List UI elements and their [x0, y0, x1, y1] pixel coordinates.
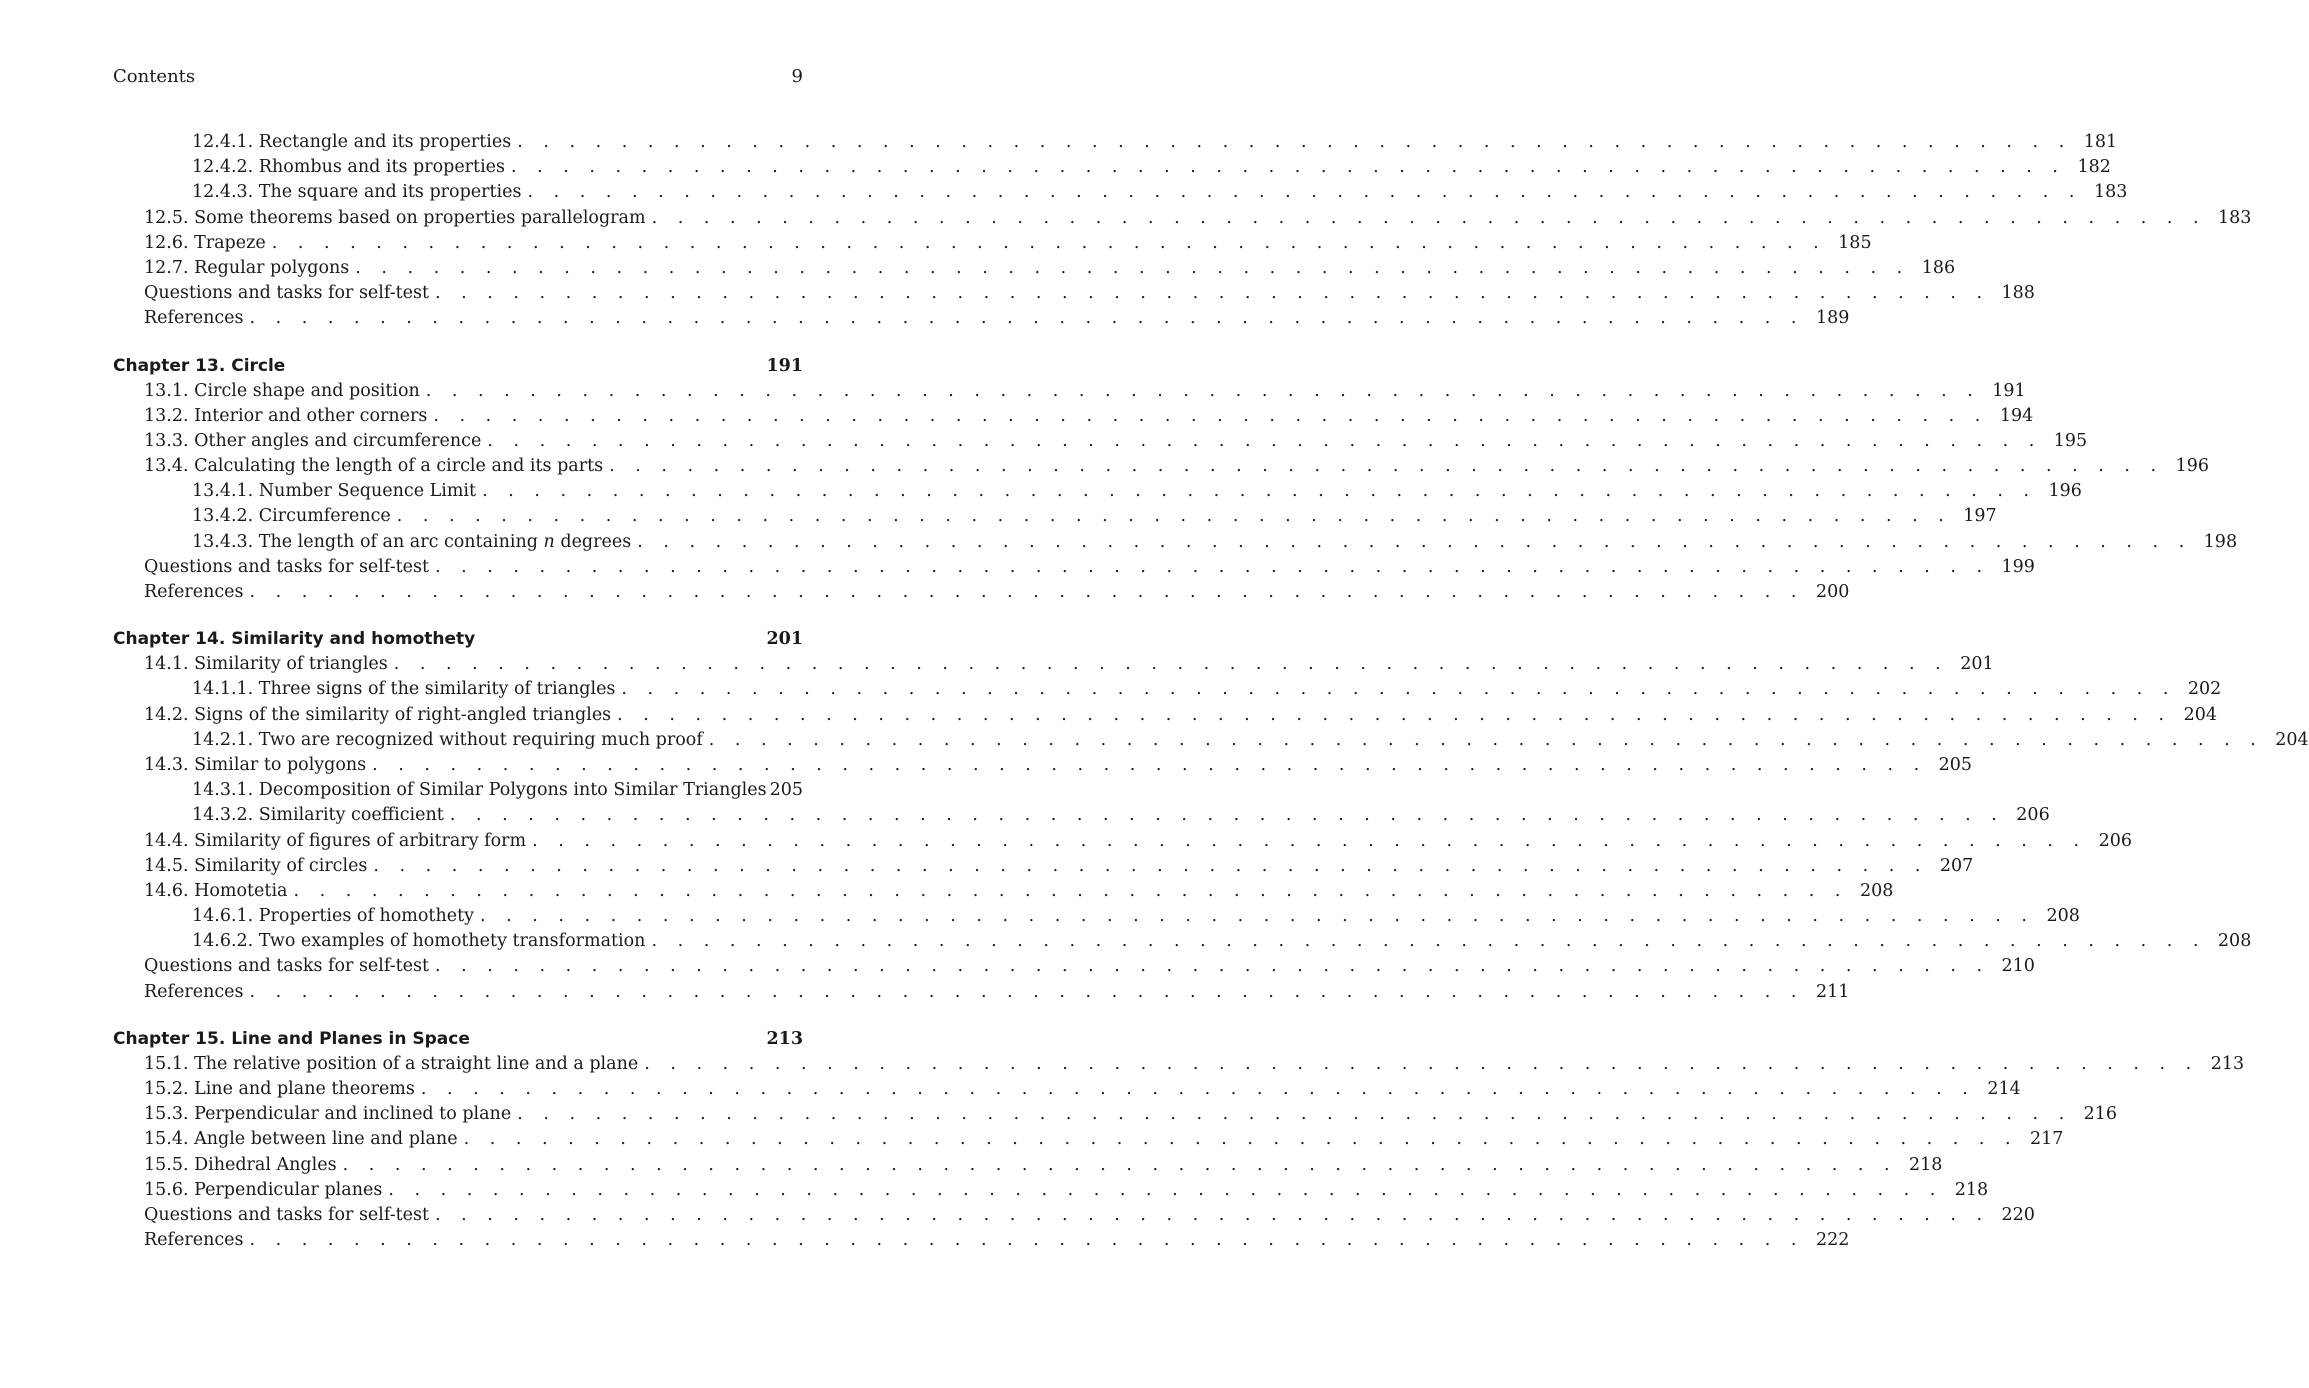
dot-leader: . . . . . . . . . . . . . . . . . . . . . . . . . . . . . . . . . . . . . . . . . . . . . . . . . . . . . . . . . . . . [342, 1154, 1898, 1175]
toc-section-entry[interactable] [113, 1077, 2021, 1102]
page-number: 9 [791, 66, 803, 87]
toc-section-entry[interactable] [113, 555, 2035, 580]
entry-page-number: 201 [1960, 654, 1994, 675]
entry-page-number: 206 [2016, 805, 2050, 826]
dot-leader: . . . . . . . . . . . . . . . . . . . . . . . . . . . . . . . . . . . . . . . . . . . . . . . . . . . . . . . . . . . . [487, 430, 2042, 451]
entry-title: 14.4. Similarity of figures of arbitrary form [144, 830, 527, 851]
entry-page-number: 191 [1992, 380, 2026, 401]
entry-page-number: 182 [2077, 157, 2111, 178]
toc-section-entry[interactable] [113, 703, 2218, 728]
entry-title: 13.4.1. Number Sequence Limit [192, 481, 477, 502]
entry-title: 12.4.3. The square and its properties [192, 182, 522, 203]
entry-title: 14.2. Signs of the similarity of right-angled triangles [144, 704, 612, 725]
dot-leader: . . . . . . . . . . . . . . . . . . . . . . . . . . . . . . . . . . . . . . . . . . . . . . . . . . . . . . . . . . . . [644, 1053, 2199, 1074]
dot-leader: . . . . . . . . . . . . . . . . . . . . . . . . . . . . . . . . . . . . . . . . . . . . . . . . . . . . . . . . . . . . [420, 1079, 1976, 1099]
dot-leader: . . . . . . . . . . . . . . . . . . . . . . . . . . . . . . . . . . . . . . . . . . . . . . . . . . . . . . . . . . . . [372, 754, 1927, 775]
entry-page-number: 208 [2217, 931, 2252, 952]
toc-subsection-entry[interactable] [113, 677, 2222, 702]
chapter-page-number: 191 [766, 355, 803, 376]
toc-section-entry[interactable] [113, 1102, 2118, 1127]
dot-leader: . . . . . . . . . . . . . . . . . . . . . . . . . . . . . . . . . . . . . . . . . . . . . . . . . . . . . . . . . . . . [617, 704, 2172, 725]
entry-page-number: 196 [2175, 456, 2209, 477]
toc-subsection-entry[interactable] [113, 803, 2050, 828]
entry-title: 14.1.1. Three signs of the similarity of triangles [192, 679, 616, 700]
dot-leader: . . . . . . . . . . . . . . . . . . . . . . . . . . . . . . . . . . . . . . . . . . . . . . . . . . . . . . . . . . . . [651, 207, 2207, 228]
toc-subsection-entry[interactable] [113, 904, 2080, 929]
toc-subsection-entry[interactable] [113, 778, 803, 803]
entry-page-number: 216 [2083, 1104, 2118, 1125]
toc-subsection-entry[interactable] [113, 504, 1997, 529]
entry-title: References [144, 308, 244, 329]
entry-title: 12.6. Trapeze [144, 232, 266, 253]
toc-subsection-entry[interactable] [113, 130, 2118, 155]
entry-page-number: 199 [2001, 556, 2035, 577]
dot-leader: . . . . . . . . . . . . . . . . . . . . . . . . . . . . . . . . . . . . . . . . . . . . . . . . . . . . . . . . . . . . [433, 405, 1988, 426]
toc-section-entry[interactable] [113, 1127, 2064, 1152]
dot-leader: . . . . . . . . . . . . . . . . . . . . . . . . . . . . . . . . . . . . . . . . . . . . . . . . . . . . . . . . . . . . [517, 132, 2072, 152]
toc-subsection-entry[interactable] [113, 479, 2082, 504]
entry-title-part: 13.4.3. The length of an arc containing [192, 531, 544, 552]
entry-page-number: 208 [1859, 880, 1894, 901]
table-of-contents [113, 130, 2309, 1253]
dot-leader: . . . . . . . . . . . . . . . . . . . . . . . . . . . . . . . . . . . . . . . . . . . . . . . . . . . . . . . . . . . . [651, 931, 2206, 952]
entry-title: 12.4.1. Rectangle and its properties [192, 132, 512, 152]
entry-title: 12.4.2. Rhombus and its properties [192, 157, 506, 178]
chapter-heading[interactable] [113, 626, 803, 652]
entry-page-number: 181 [2083, 132, 2118, 152]
entry-page-number: 195 [2053, 430, 2088, 451]
dot-leader: . . . . . . . . . . . . . . . . . . . . . . . . . . . . . . . . . . . . . . . . . . . . . . . . . . . . . . . . . . . . [532, 830, 2087, 851]
toc-section-entry[interactable] [113, 454, 2209, 479]
toc-section-entry[interactable] [113, 404, 2034, 429]
dot-leader: . . . . . . . . . . . . . . . . . . . . . . . . . . . . . . . . . . . . . . . . . . . . . . . . . . . . . . . . . . . . [393, 654, 1949, 675]
chapter-page-number: 213 [766, 1028, 803, 1049]
dot-leader: . . . . . . . . . . . . . . . . . . . . . . . . . . . . . . . . . . . . . . . . . . . . . . . . . . . . . . . . . . . . [480, 906, 2035, 927]
entry-title: References [144, 1230, 244, 1251]
entry-title: Questions and tasks for self-test [144, 556, 430, 577]
entry-title: 13.4.2. Circumference [192, 506, 391, 527]
entry-title: 14.3.1. Decomposition of Similar Polygons into Similar Triangles [192, 780, 767, 801]
toc-section-entry[interactable] [113, 1052, 2245, 1077]
entry-title: 14.1. Similarity of triangles [144, 654, 388, 675]
dot-leader: . . . . . . . . . . . . . . . . . . . . . . . . . . . . . . . . . . . . . . . . . . . . . . . . . . . . . . . . . . . . [388, 1179, 1943, 1200]
entry-page-number: 188 [2001, 283, 2035, 304]
entry-page-number: 217 [2030, 1129, 2064, 1150]
entry-page-number: 213 [2210, 1053, 2245, 1074]
entry-title: 12.5. Some theorems based on properties parallelogram [144, 207, 646, 228]
entry-page-number: 197 [1963, 506, 1997, 527]
toc-section-entry[interactable] [113, 306, 1850, 331]
toc-section-entry[interactable] [113, 854, 1974, 879]
entry-page-number: 194 [1999, 405, 2034, 426]
entry-page-number: 204 [2275, 729, 2309, 750]
toc-section-entry[interactable] [113, 580, 1850, 605]
dot-leader: . . . . . . . . . . . . . . . . . . . . . . . . . . . . . . . . . . . . . . . . . . . . . . . . . . . . . . . . . . . . [517, 1104, 2072, 1125]
entry-page-number: 186 [1921, 257, 1956, 278]
entry-title: Questions and tasks for self-test [144, 283, 430, 304]
page-header [113, 66, 803, 87]
dot-leader: . . . . . . . . . . . . . . . . . . . . . . . . . . . . . . . . . . . . . . . . . . . . . . . . . . . . . . . . . . . . [249, 1230, 1804, 1251]
dot-leader: . . . . . . . . . . . . . . . . . . . . . . . . . . . . . . . . . . . . . . . . . . . . . . . . . . . . . . . . . . . . [463, 1129, 2019, 1150]
entry-title: 15.1. The relative position of a straight line and a plane [144, 1053, 639, 1074]
toc-section-entry[interactable] [113, 231, 1872, 256]
entry-title: 14.3. Similar to polygons [144, 754, 367, 775]
entry-page-number: 214 [1987, 1079, 2021, 1099]
toc-section-entry[interactable] [113, 1153, 1943, 1178]
entry-page-number: 198 [2203, 531, 2238, 552]
toc-section-entry[interactable] [113, 429, 2088, 454]
toc-section-entry[interactable] [113, 281, 2035, 306]
chapter-page-number: 201 [766, 629, 803, 650]
toc-section-entry[interactable] [113, 1228, 1850, 1253]
entry-page-number: 218 [1954, 1179, 1989, 1200]
entry-title: References [144, 582, 244, 602]
entry-title: 14.6.1. Properties of homothety [192, 906, 475, 927]
toc-section-entry[interactable] [113, 256, 1956, 281]
entry-page-number: 183 [2093, 182, 2128, 203]
dot-leader: . . . . . . . . . . . . . . . . . . . . . . . . . . . . . . . . . . . . . . . . . . . . . . . . . . . . . . . . . . . . [482, 481, 2037, 502]
dot-leader: . . . . . . . . . . . . . . . . . . . . . . . . . . . . . . . . . . . . . . . . . . . . . . . . . . . . . . . . . . . . [396, 506, 1952, 527]
toc-section-entry[interactable] [113, 379, 2026, 404]
toc-section-entry[interactable] [113, 206, 2252, 231]
entry-title: 15.4. Angle between line and plane [144, 1129, 458, 1150]
dot-leader: . . . . . . . . . . . . . . . . . . . . . . . . . . . . . . . . . . . . . . . . . . . . . . . . . . . . . . . . . . . . [271, 232, 1827, 253]
toc-section-entry[interactable] [113, 1203, 2035, 1228]
entry-page-number: 204 [2183, 704, 2218, 725]
dot-leader: . . . . . . . . . . . . . . . . . . . . . . . . . . . . . . . . . . . . . . . . . . . . . . . . . . . . . . . . . . . . [449, 805, 2005, 826]
entry-page-number: 208 [2046, 906, 2080, 927]
dot-leader: . . . . . . . . . . . . . . . . . . . . . . . . . . . . . . . . . . . . . . . . . . . . . . . . . . . . . . . . . . . . [435, 283, 1990, 304]
entry-page-number: 205 [1938, 754, 1973, 775]
math-variable: n [543, 531, 555, 552]
toc-subsection-entry[interactable] [113, 530, 2238, 555]
entry-page-number: 206 [2098, 830, 2132, 851]
dot-leader: . . . . . . . . . . . . . . . . . . . . . . . . . . . . . . . . . . . . . . . . . . . . . . . . . . . . . . . . . . . . [435, 1204, 1990, 1225]
toc-subsection-entry[interactable] [113, 155, 2111, 180]
toc-subsection-entry[interactable] [113, 728, 2309, 753]
entry-title: References [144, 981, 244, 1002]
running-head: Contents [113, 66, 196, 87]
entry-title: Questions and tasks for self-test [144, 956, 430, 977]
chapter-title: Chapter 13. Circle [113, 355, 286, 376]
chapter-heading[interactable] [113, 353, 803, 379]
dot-leader: . . . . . . . . . . . . . . . . . . . . . . . . . . . . . . . . . . . . . . . . . . . . . . . . . . . . . . . . . . . . [249, 981, 1804, 1002]
entry-page-number: 218 [1909, 1154, 1943, 1175]
chapter-title: Chapter 14. Similarity and homothety [113, 629, 476, 650]
entry-title: 12.7. Regular polygons [144, 257, 350, 278]
toc-subsection-entry[interactable] [113, 180, 2128, 205]
toc-section-entry[interactable] [113, 879, 1894, 904]
dot-leader: . . . . . . . . . . . . . . . . . . . . . . . . . . . . . . . . . . . . . . . . . . . . . . . . . . . . . . . . . . . . [621, 679, 2176, 700]
entry-page-number: 200 [1815, 582, 1850, 602]
dot-leader: . . . . . . . . . . . . . . . . . . . . . . . . . . . . . . . . . . . . . . . . . . . . . . . . . . . . . . . . . . . . [425, 380, 1981, 401]
chapter-heading[interactable] [113, 1026, 803, 1052]
dot-leader: . . . . . . . . . . . . . . . . . . . . . . . . . . . . . . . . . . . . . . . . . . . . . . . . . . . . . . . . . . . . [637, 531, 2192, 552]
entry-title: 15.3. Perpendicular and inclined to plane [144, 1104, 512, 1125]
entry-page-number: 202 [2187, 679, 2222, 700]
toc-section-entry[interactable] [113, 980, 1850, 1005]
entry-page-number: 196 [2048, 481, 2082, 502]
dot-leader: . . . . . . . . . . . . . . . . . . . . . . . . . . . . . . . . . . . . . . . . . . . . . . . . . . . . . . . . . . . . [249, 582, 1804, 602]
entry-title-part: degrees [554, 531, 632, 552]
entry-page-number: 210 [2001, 956, 2035, 977]
entry-title: 14.2.1. Two are recognized without requiring much proof [192, 729, 703, 750]
entry-page-number: 222 [1815, 1230, 1850, 1251]
entry-page-number: 185 [1838, 232, 1872, 253]
dot-leader: . . . . . . . . . . . . . . . . . . . . . . . . . . . . . . . . . . . . . . . . . . . . . . . . . . . . . . . . . . . . [609, 456, 2164, 477]
entry-title: 15.2. Line and plane theorems [144, 1079, 415, 1099]
dot-leader: . . . . . . . . . . . . . . . . . . . . . . . . . . . . . . . . . . . . . . . . . . . . . . . . . . . . . . . . . . . . [355, 257, 1910, 278]
entry-title: 14.6.2. Two examples of homothety transformation [192, 931, 646, 952]
entry-title: 15.6. Perpendicular planes [144, 1179, 383, 1200]
dot-leader: . . . . . . . . . . . . . . . . . . . . . . . . . . . . . . . . . . . . . . . . . . . . . . . . . . . . . . . . . . . . [293, 880, 1848, 901]
dot-leader: . . . . . . . . . . . . . . . . . . . . . . . . . . . . . . . . . . . . . . . . . . . . . . . . . . . . . . . . . . . . [435, 956, 1990, 977]
dot-leader: . . . . . . . . . . . . . . . . . . . . . . . . . . . . . . . . . . . . . . . . . . . . . . . . . . . . . . . . . . . . [527, 182, 2082, 203]
entry-title: 13.4. Calculating the length of a circle and its parts [144, 456, 604, 477]
entry-title: 13.3. Other angles and circumference [144, 430, 482, 451]
entry-page-number: 205 [769, 780, 803, 801]
entry-title: 14.5. Similarity of circles [144, 855, 368, 876]
toc-subsection-entry[interactable] [113, 929, 2252, 954]
entry-title: 13.1. Circle shape and position [144, 380, 420, 401]
entry-page-number: 207 [1939, 855, 1974, 876]
toc-section-entry[interactable] [113, 652, 1994, 677]
entry-title: Questions and tasks for self-test [144, 1204, 430, 1225]
toc-section-entry[interactable] [113, 954, 2035, 979]
entry-page-number: 183 [2218, 207, 2252, 228]
entry-title: 14.3.2. Similarity coefficient [192, 805, 444, 826]
dot-leader: . . . . . . . . . . . . . . . . . . . . . . . . . . . . . . . . . . . . . . . . . . . . . . . . . . . . . . . . . . . . [708, 729, 2264, 750]
dot-leader: . . . . . . . . . . . . . . . . . . . . . . . . . . . . . . . . . . . . . . . . . . . . . . . . . . . . . . . . . . . . [249, 308, 1804, 329]
chapter-title: Chapter 15. Line and Planes in Space [113, 1028, 470, 1049]
dot-leader: . . . . . . . . . . . . . . . . . . . . . . . . . . . . . . . . . . . . . . . . . . . . . . . . . . . . . . . . . . . . [435, 556, 1990, 577]
entry-title: 13.2. Interior and other corners [144, 405, 428, 426]
entry-title: 14.6. Homotetia [144, 880, 288, 901]
toc-section-entry[interactable] [113, 829, 2132, 854]
entry-title: 15.5. Dihedral Angles [144, 1154, 337, 1175]
dot-leader: . . . . . . . . . . . . . . . . . . . . . . . . . . . . . . . . . . . . . . . . . . . . . . . . . . . . . . . . . . . . [511, 157, 2066, 178]
toc-section-entry[interactable] [113, 1178, 1989, 1203]
entry-page-number: 220 [2001, 1204, 2035, 1225]
entry-page-number: 189 [1815, 308, 1850, 329]
entry-title [192, 530, 631, 555]
entry-page-number: 211 [1815, 981, 1850, 1002]
toc-section-entry[interactable] [113, 753, 1973, 778]
dot-leader: . . . . . . . . . . . . . . . . . . . . . . . . . . . . . . . . . . . . . . . . . . . . . . . . . . . . . . . . . . . . [373, 855, 1928, 876]
